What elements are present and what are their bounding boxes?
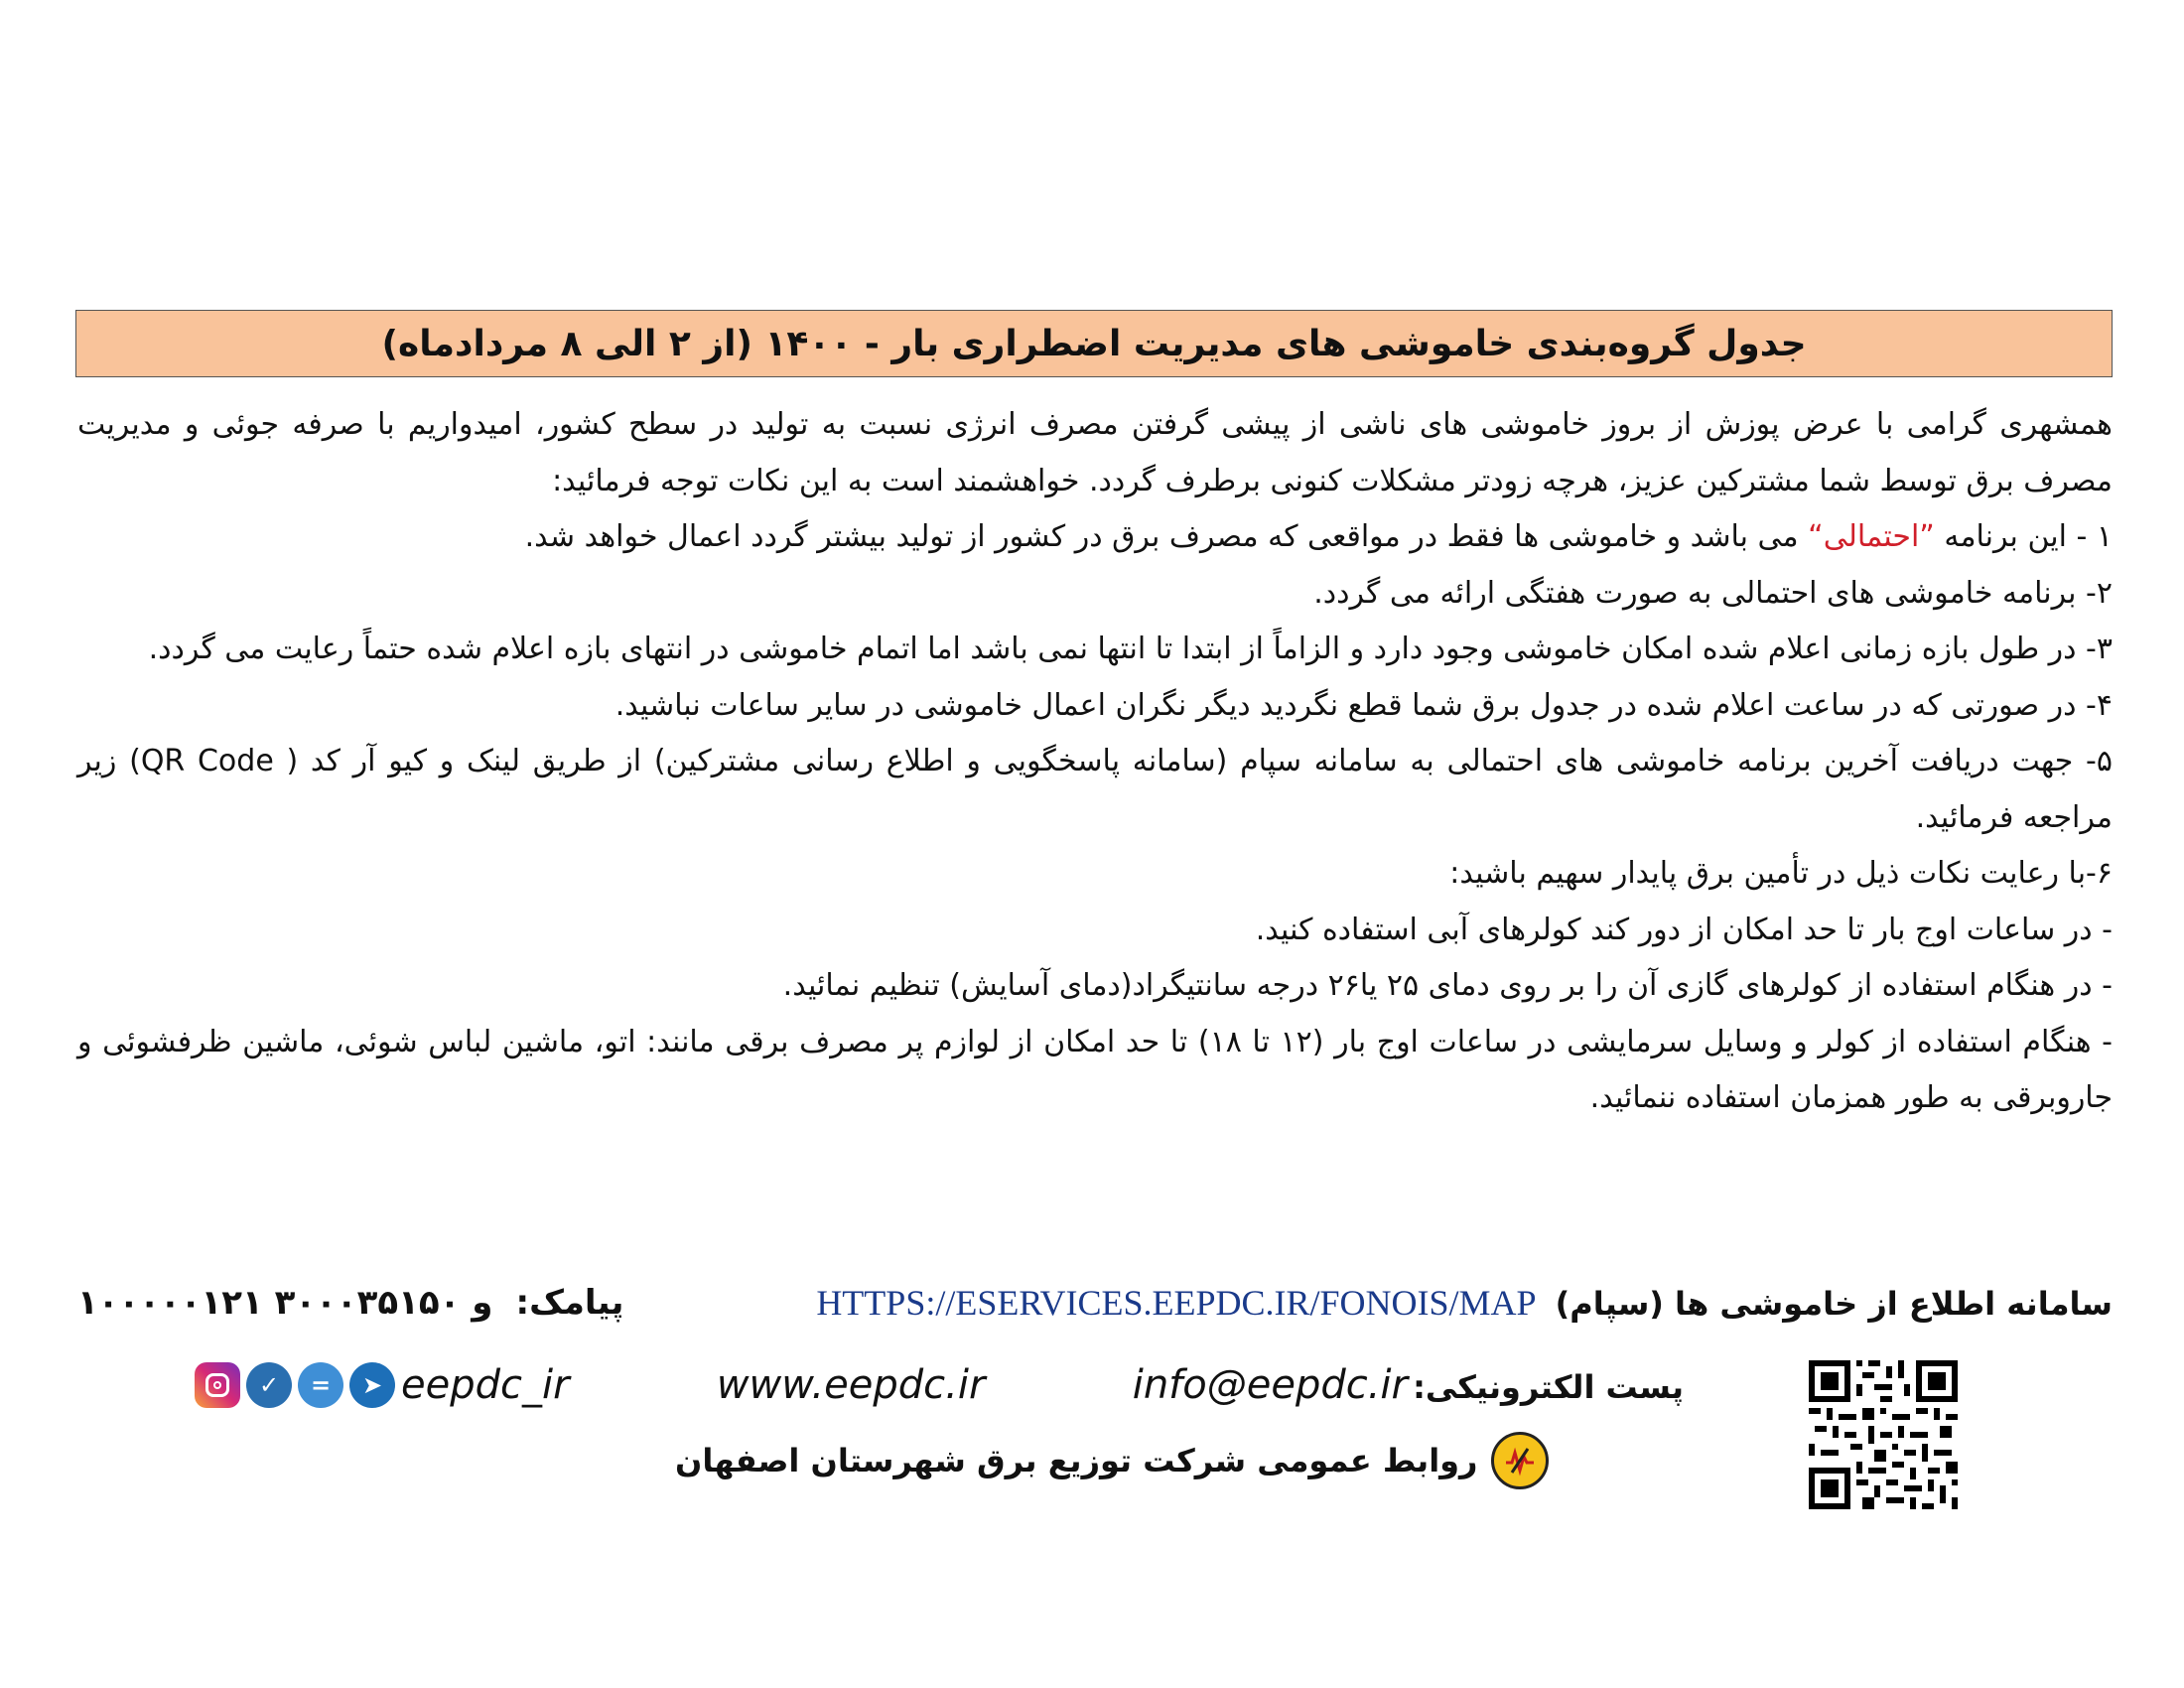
item-4: ۴- در صورتی که در ساعت اعلام شده در جدول برق شما قطع نگردید دیگر نگران اعمال خاموشی در سایر ساعات نباشید. — [614, 687, 2113, 723]
bullet-1: - در ساعات اوج بار تا حد امکان از دور کند کولرهای آبی استفاده کنید. — [1255, 912, 2113, 947]
outage-system — [816, 1282, 2113, 1324]
sms-info — [77, 1283, 623, 1323]
eitaa-icon[interactable]: ✓ — [246, 1362, 292, 1408]
social-handle[interactable]: eepdc_ir — [401, 1362, 570, 1408]
eepdc-logo — [1491, 1432, 1549, 1489]
item-1-prefix: ۱ - این برنامه — [1934, 519, 2113, 554]
title-banner — [75, 310, 2113, 377]
item-2: ۲- برنامه خاموشی های احتمالی به صورت هفتگی ارائه می گردد. — [1313, 575, 2113, 611]
intro-paragraph: همشهری گرامی با عرض پوزش از بروز خاموشی های ناشی از پیشی گرفتن مصرف انرژی نسبت به تولید در سطح کشور، امیدواریم با صرفه جوئی و مدیریت مصرف برق توسط شما مشترکین عزیز، هرچه زودتر مشکلات کنونی برطرف گردد. خواهشمند است به این نکات توجه فرمائید: — [77, 407, 2113, 498]
public-relations-row — [675, 1426, 1549, 1495]
email-label: پست الکترونیکی: — [1413, 1368, 1684, 1406]
website-link[interactable]: www.eepdc.ir — [716, 1362, 986, 1408]
telegram-icon[interactable]: ➤ — [349, 1362, 395, 1408]
bullet-3: - هنگام استفاده از کولر و وسایل سرمایشی در ساعات اوج بار (۱۲ تا ۱۸) تا حد امکان از لوازم پر مصرف برقی مانند: اتو، ماشین لباس شوئی، ماشین ظرفشوئی و جاروبرقی به طور همزمان استفاده ننمائید. — [77, 1024, 2114, 1115]
item-6: ۶-با رعایت نکات ذیل در تأمین برق پایدار سهیم باشید: — [1449, 856, 2113, 891]
item-3: ۳- در طول بازه زمانی اعلام شده امکان خاموشی وجود دارد و الزاماً از ابتدا تا انتها نمی باشد اما اتمام خاموشی در انتهای بازه اعلام شده حتماً رعایت می گردد. — [148, 632, 2113, 666]
footer-contact-row — [77, 1273, 2113, 1333]
item-1-suffix: می باشد و خاموشی ها فقط در مواقعی که مصرف برق در کشور از تولید بیشتر گردد اعمال خواهد شد. — [524, 519, 1809, 554]
sms-label: پیامک: — [515, 1283, 624, 1323]
qr-code[interactable] — [1809, 1360, 1958, 1509]
bullet-2: - در هنگام استفاده از کولرهای گازی آن را بر روی دمای ۲۵ یا۲۶ درجه سانتیگراد(دمای آسایش) تنظیم نمائید. — [782, 968, 2113, 1003]
social-links — [195, 1362, 570, 1408]
item-1-highlight: ”احتمالی“ — [1808, 519, 1935, 554]
footer-web-row — [195, 1350, 1684, 1420]
item-5: ۵- جهت دریافت آخرین برنامه خاموشی های احتمالی به سامانه سپام (سامانه پاسخگویی و اطلاع رسانی مشترکین) از طریق لینک و کیو آر کد ( QR Code) زیر مراجعه فرمائید. — [77, 744, 2113, 835]
sms-numbers: ۱۰۰۰۰۰۱۲۱ و ۳۰۰۰۳۵۱۵۰ — [77, 1283, 493, 1323]
outage-system-label: سامانه اطلاع از خاموشی ها (سپام) — [1555, 1285, 2113, 1323]
instagram-icon[interactable] — [195, 1362, 240, 1408]
bale-icon[interactable]: = — [298, 1362, 343, 1408]
notice-body — [77, 397, 2113, 1127]
email-link[interactable]: info@eepdc.ir — [1132, 1362, 1408, 1408]
email-info — [1133, 1362, 1684, 1408]
outage-system-link[interactable]: HTTPS://ESERVICES.EEPDC.IR/FONOIS/MAP — [816, 1283, 1537, 1323]
item-1 — [77, 509, 2113, 566]
page-title: جدول گروه‌بندی خاموشی های مدیریت اضطراری بار - ۱۴۰۰ (از ۲ الی ۸ مردادماه) — [381, 323, 1807, 364]
public-relations-label: روابط عمومی شرکت توزیع برق شهرستان اصفهان — [675, 1442, 1478, 1479]
